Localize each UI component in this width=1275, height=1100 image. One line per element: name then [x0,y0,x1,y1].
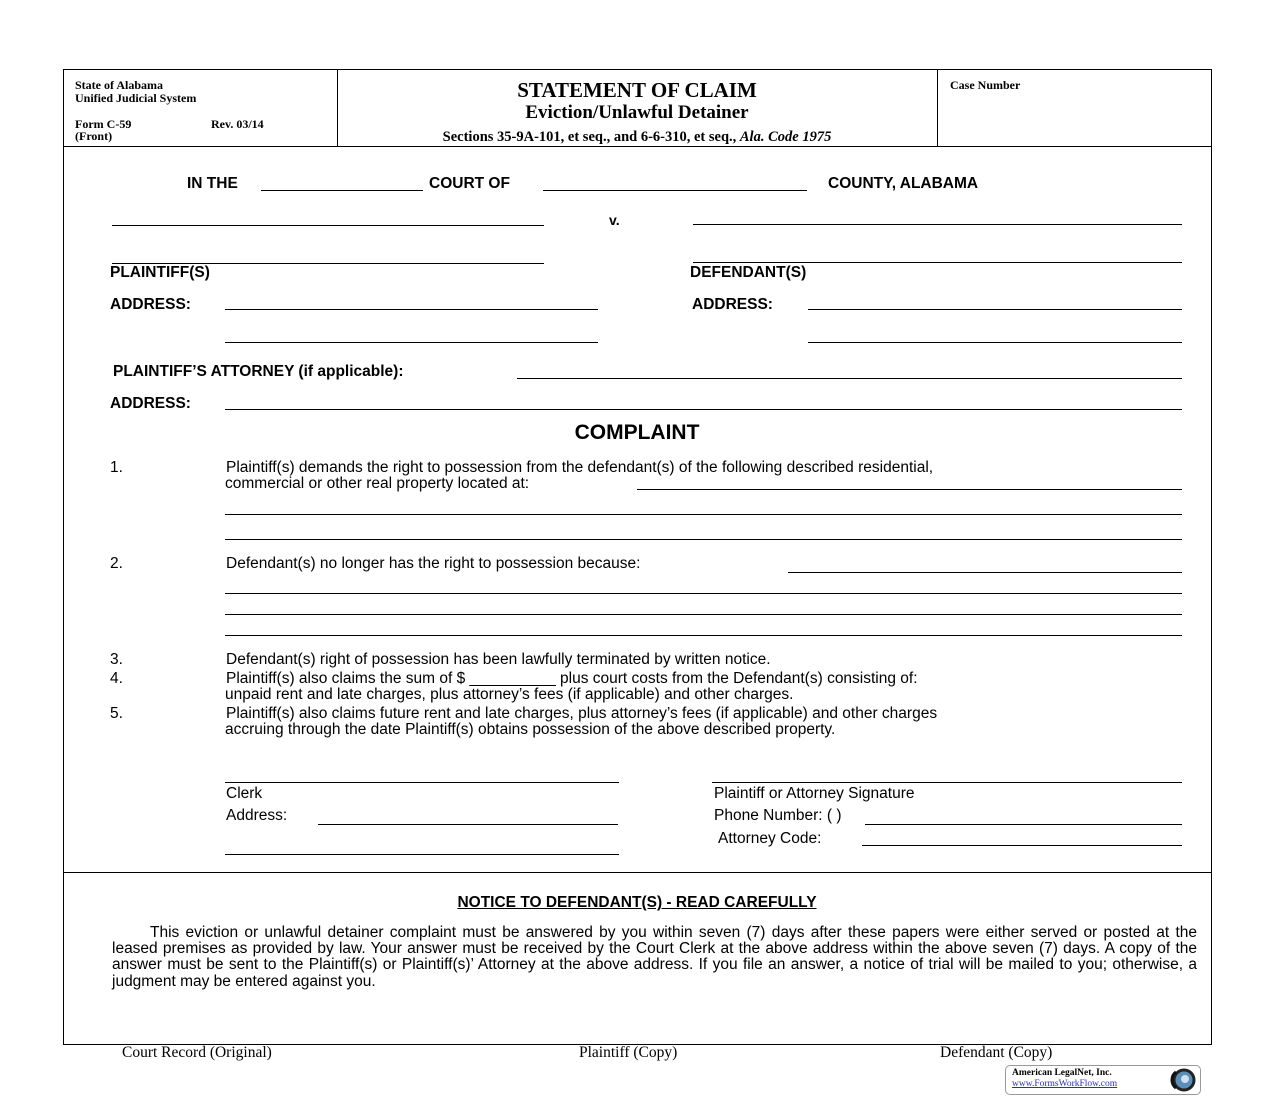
court-of-label: COURT OF [429,175,510,192]
clerk-address-field[interactable] [318,824,618,825]
defendant-name-field-2[interactable] [693,262,1182,263]
item-4-line1: Plaintiff(s) also claims the sum of $ __________ plus court costs from the Defendant(s) consisting of: [226,670,918,687]
reason-field-4[interactable] [225,635,1182,636]
item-2-line1: Defendant(s) no longer has the right to possession because: [226,555,641,572]
item-4-line2: unpaid rent and late charges, plus attorney’s fees (if applicable) and other charges. [225,686,794,703]
defendant-address-label: ADDRESS: [692,296,773,313]
revision: Rev. 03/14 [211,117,264,131]
agency-line2: Unified Judicial System [75,91,197,105]
attorney-address-field[interactable] [225,409,1182,410]
notice-body: This eviction or unlawful detainer complaint must be answered by you within seven (7) days after these papers were either served or posted at the leased premises as provided by law. Your answer must be received by the Court Clerk at the above address within the above seven (7) days. A copy of the answer must be sent to the Plaintiff(s) or Plaintiff(s)’ Attorney at the above address. If you file an answer, a notice of trial will be mailed to you; otherwise, a judgment may be entered against you. [112,924,1197,990]
item-3-line1: Defendant(s) right of possession has been lawfully terminated by written notice. [226,651,771,668]
header-divider [63,146,1211,147]
complaint-title: COMPLAINT [574,421,700,444]
case-number-field[interactable] [945,95,1203,140]
item-number: 3. [110,651,123,668]
notice-title: NOTICE TO DEFENDANT(S) - READ CAREFULLY [457,894,817,911]
phone-label: Phone Number: ( ) [714,807,842,824]
agency-line1: State of Alabama [75,78,163,92]
item-5-line2: accruing through the date Plaintiff(s) obtains possession of the above described property. [225,721,836,738]
phone-field[interactable] [865,824,1182,825]
item-1-line1: Plaintiff(s) demands the right to possession from the defendant(s) of the following described residential, [226,459,934,476]
attorney-label: PLAINTIFF’S ATTORNEY (if applicable): [113,363,404,380]
notice-divider [63,872,1211,873]
defendant-address-field-2[interactable] [808,342,1182,343]
plaintiff-address-label: ADDRESS: [110,296,191,313]
statute-reference [337,129,937,146]
logo-name: American LegalNet, Inc. [1012,1068,1112,1078]
defendants-label: DEFENDANT(S) [690,264,807,281]
county-field[interactable] [543,190,807,191]
plaintiff-signature-field[interactable] [712,782,1182,783]
item-number: 4. [110,670,123,687]
defendant-name-field[interactable] [693,224,1182,225]
reason-field-2[interactable] [225,593,1182,594]
case-number-label: Case Number [950,78,1021,92]
property-address-field-2[interactable] [225,514,1182,515]
form-title: STATEMENT OF CLAIM [517,78,757,102]
item-5-line1: Plaintiff(s) also claims future rent and late charges, plus attorney’s fees (if applicable) and other charges [226,705,938,722]
item-1-line2: commercial or other real property located at: [225,475,530,492]
plaintiff-address-field-2[interactable] [225,342,598,343]
property-address-field[interactable] [637,489,1182,490]
clerk-label: Clerk [226,785,263,802]
attorney-code-label: Attorney Code: [718,830,822,847]
form-side: (Front) [75,129,113,143]
clerk-signature-field[interactable] [225,782,619,783]
court-type-field[interactable] [261,190,423,191]
reason-field-3[interactable] [225,614,1182,615]
form-number: Form C-59 [75,117,132,131]
attorney-code-field[interactable] [862,845,1182,846]
copy-court-record: Court Record (Original) [122,1044,272,1061]
versus-label: v. [609,212,620,228]
plaintiffs-label: PLAINTIFF(S) [110,264,210,281]
copy-defendant: Defendant (Copy) [940,1044,1053,1061]
item-number: 5. [110,705,123,722]
plaintiff-signature-label: Plaintiff or Attorney Signature [714,785,915,802]
statute-text: Sections 35-9A-101, et seq., and 6-6-310, et seq., [442,129,737,145]
county-label: COUNTY, ALABAMA [828,175,979,192]
property-address-field-3[interactable] [225,539,1182,540]
defendant-address-field[interactable] [808,309,1182,310]
item-number: 1. [110,459,123,476]
plaintiff-address-field[interactable] [225,309,598,310]
reason-field[interactable] [788,572,1182,573]
attorney-address-label: ADDRESS: [110,395,191,412]
attorney-field[interactable] [517,378,1182,379]
in-the-label: IN THE [187,175,238,192]
logo-url[interactable]: www.FormsWorkFlow.com [1012,1079,1118,1089]
item-number: 2. [110,555,123,572]
clerk-address-field-2[interactable] [225,854,619,855]
header-col-divider [937,69,938,146]
form-subtitle: Eviction/Unlawful Detainer [525,102,749,123]
globe-icon [1170,1068,1196,1092]
clerk-address-label: Address: [226,807,288,824]
copy-plaintiff: Plaintiff (Copy) [579,1044,678,1061]
statute-code: Ala. Code 1975 [739,129,832,145]
plaintiff-name-field[interactable] [112,225,544,226]
american-legalnet-logo[interactable] [1005,1065,1201,1095]
